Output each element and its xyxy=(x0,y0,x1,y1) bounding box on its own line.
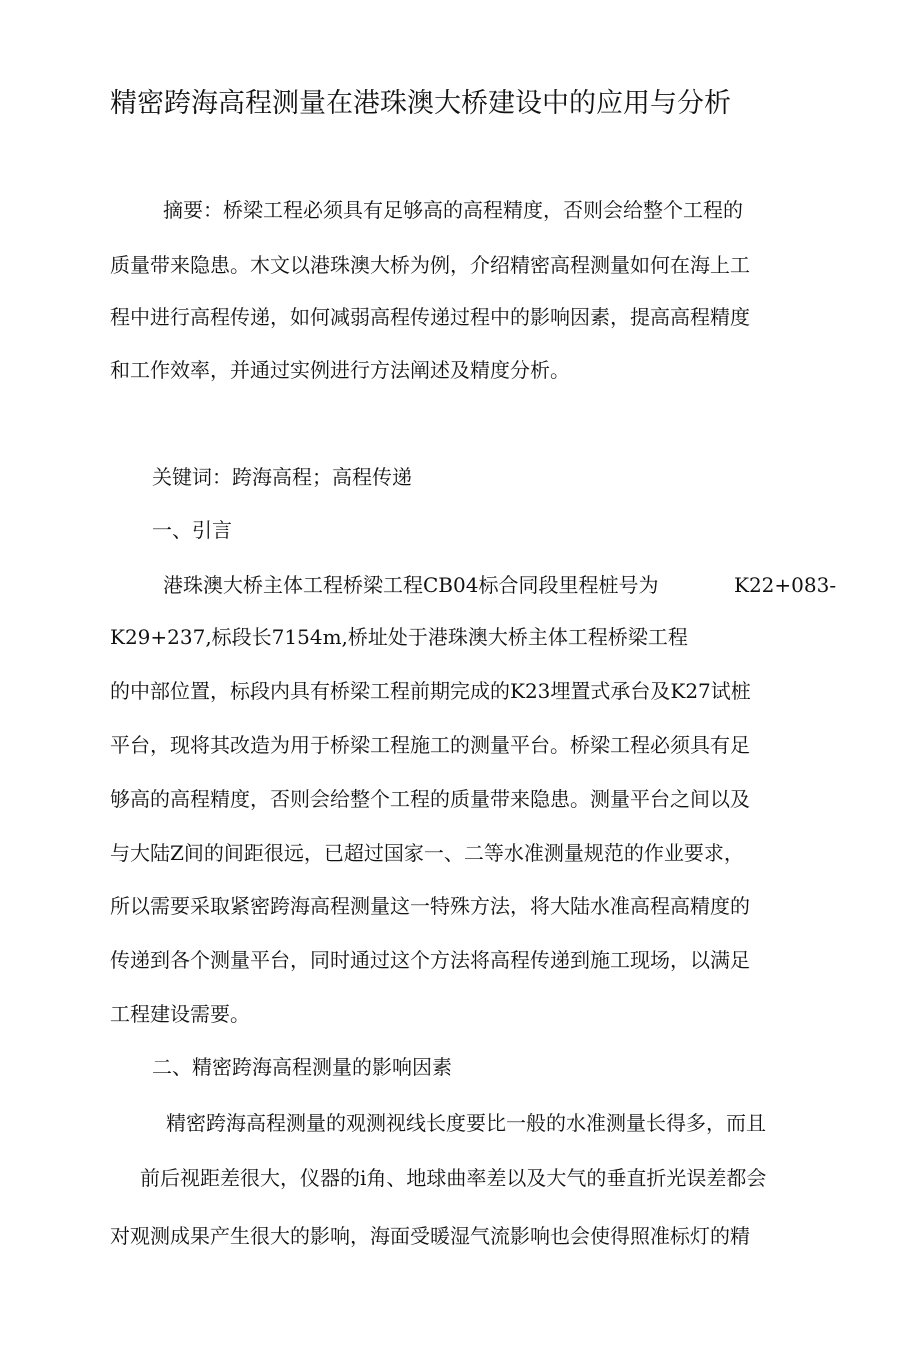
section-heading-introduction: 一、引言 xyxy=(152,518,232,542)
body-line: 与大陆Z间的间距很远，已超过国家一、二等水准测量规范的作业要求， xyxy=(110,841,744,865)
body-line: 平台，现将其改造为用于桥梁工程施工的测量平台。桥梁工程必须具有足 xyxy=(110,733,750,757)
abstract-line: 质量带来隐患。木文以港珠澳大桥为例，介绍精密高程测量如何在海上工 xyxy=(110,253,750,277)
abstract-line: 摘要：桥梁工程必须具有足够高的高程精度，否则会给整个工程的 xyxy=(163,198,743,222)
body-line: K22+083- xyxy=(734,573,837,597)
body-line: 所以需要采取紧密跨海高程测量这一特殊方法，将大陆水准高程高精度的 xyxy=(110,894,750,918)
keywords: 关键词：跨海高程；高程传递 xyxy=(152,465,412,489)
abstract-line: 程中进行高程传递，如何减弱高程传递过程中的影响因素，提高高程精度 xyxy=(110,305,750,329)
body-line: 港珠澳大桥主体工程桥梁工程CB04标合同段里程桩号为 xyxy=(163,573,659,597)
body-line: 工程建设需要。 xyxy=(110,1002,250,1026)
body-line: 的中部位置，标段内具有桥梁工程前期完成的K23埋置式承台及K27试桩 xyxy=(110,679,751,703)
body-line: 精密跨海高程测量的观测视线长度要比一般的水准测量长得多，而且 xyxy=(166,1111,766,1135)
section-heading-factors: 二、精密跨海高程测量的影响因素 xyxy=(152,1055,452,1079)
body-line: K29+237,标段长7154m,桥址处于港珠澳大桥主体工程桥梁工程 xyxy=(110,625,688,649)
body-line: 前后视距差很大，仪器的i角、地球曲率差以及大气的垂直折光误差都会 xyxy=(140,1166,767,1190)
abstract-line: 和工作效率，并通过实例进行方法阐述及精度分析。 xyxy=(110,358,570,382)
body-line: 传递到各个测量平台，同时通过这个方法将高程传递到施工现场，以满足 xyxy=(110,948,750,972)
body-line: 对观测成果产生很大的影响，海面受暖湿气流影响也会使得照准标灯的精 xyxy=(110,1224,750,1248)
body-line: 够高的高程精度，否则会给整个工程的质量带来隐患。测量平台之间以及 xyxy=(110,787,750,811)
document-title: 精密跨海高程测量在港珠澳大桥建设中的应用与分析 xyxy=(110,88,731,119)
